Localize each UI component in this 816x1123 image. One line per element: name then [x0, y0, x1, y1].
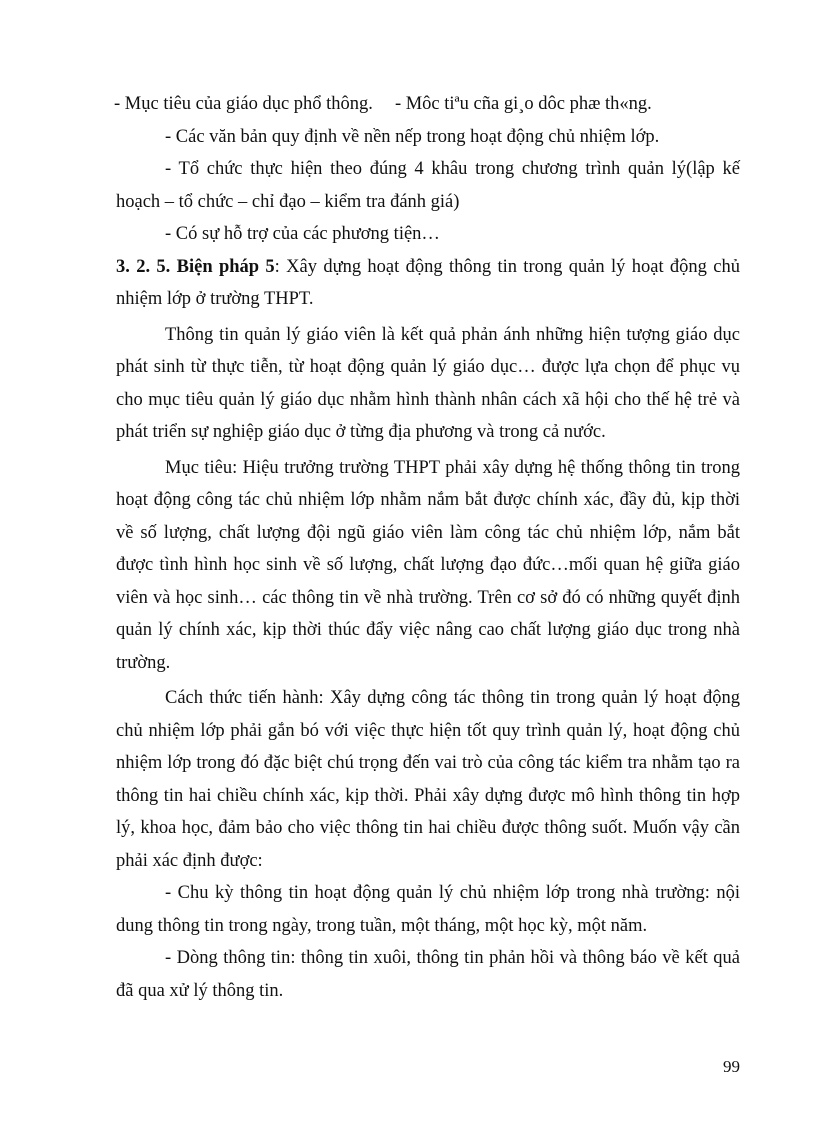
section-number: 3. 2. 5. Biện pháp 5: [116, 256, 275, 277]
section-title: : Xây dựng hoạt động thông tin trong quản lý hoạt động chủ nhiệm lớp ở trường THPT.: [116, 256, 740, 309]
paragraph: Thông tin quản lý giáo viên là kết quả phản ánh những hiện tượng giáo dục phát sinh từ thực tiễn, từ hoạt động quản lý giáo dục… được lựa chọn để phục vụ cho mục tiêu quản lý giáo dục nhằm hình thành nhân cách xã hội cho thế hệ trẻ và phát triển sự nghiệp giáo dục ở từng địa phương và trong cả nước.: [116, 324, 740, 442]
list-item: - Các văn bản quy định về nền nếp trong hoạt động chủ nhiệm lớp.: [165, 126, 660, 147]
section-heading: [116, 251, 740, 316]
list-item: - Có sự hỗ trợ của các phương tiện…: [165, 224, 440, 244]
page-number: 99: [723, 1057, 740, 1076]
list-item: - Tổ chức thực hiện theo đúng 4 khâu trong chương trình quản lý(lập kế hoạch – tổ chức – chỉ đạo – kiểm tra đánh giá): [116, 159, 740, 212]
paragraph: Cách thức tiến hành: Xây dựng công tác thông tin trong quản lý hoạt động chủ nhiệm lớp phải gắn bó với việc thực hiện tốt quy trình quản lý, hoạt động chủ nhiệm lớp trong đó đặc biệt chú trọng đến vai trò của công tác kiểm tra nhằm tạo ra thông tin hai chiều chính xác, kịp thời. Phải xây dựng được mô hình thông tin hợp lý, khoa học, đảm bảo cho việc thông tin hai chiều được thông suốt. Muốn vậy cần phải xác định được:: [116, 688, 740, 871]
paragraph: Mục tiêu: Hiệu trưởng trường THPT phải xây dựng hệ thống thông tin trong hoạt động công tác chủ nhiệm lớp nhằm nắm bắt được chính xác, đầy đủ, kịp thời về số lượng, chất lượng đội ngũ giáo viên làm công tác chủ nhiệm lớp, nắm bắt được tình hình học sinh về số lượng, chất lượng đạo đức…mối quan hệ giữa giáo viên và học sinh… các thông tin về nhà trường. Trên cơ sở đó có những quyết định quản lý chính xác, kịp thời thúc đẩy việc nâng cao chất lượng giáo dục trong nhà trường.: [116, 457, 740, 673]
list-item: - Chu kỳ thông tin hoạt động quản lý chủ nhiệm lớp trong nhà trường: nội dung thông tin trong ngày, trong tuần, một tháng, một học kỳ, một năm.: [116, 883, 740, 936]
goal-line: [114, 88, 740, 121]
document-page: [116, 88, 740, 1007]
goal-text: - Mục tiêu của giáo dục phổ thông.: [114, 94, 373, 114]
garbled-goal-text: - Môc tiªu cña gi¸o dôc phæ th«ng.: [394, 94, 652, 114]
list-item: - Dòng thông tin: thông tin xuôi, thông tin phản hồi và thông báo về kết quả đã qua xử lý thông tin.: [116, 948, 740, 1001]
